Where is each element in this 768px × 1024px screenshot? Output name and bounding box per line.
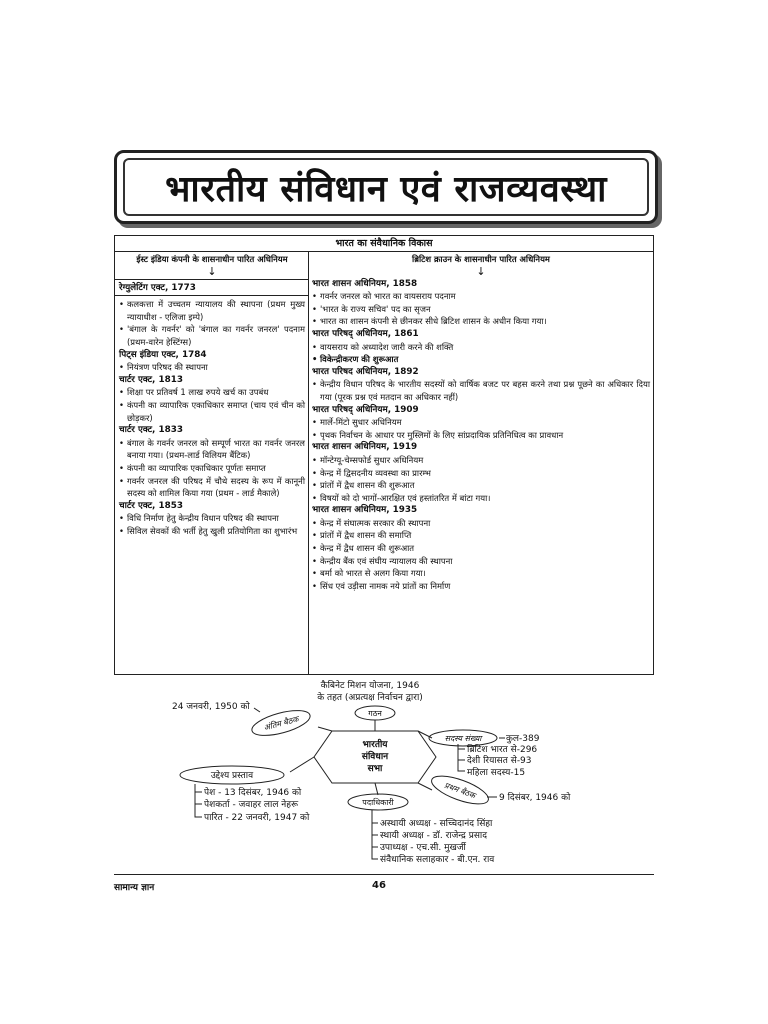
list-item: • शिक्षा पर प्रतिवर्ष 1 लाख रुपये खर्च का उपबंध xyxy=(119,386,305,399)
list-item: • बर्मा को भारत से अलग किया गया। xyxy=(312,567,650,580)
table-header: भारत का संवैधानिक विकास xyxy=(115,236,653,252)
officials-item: संवैधानिक सलाहकार - बी.एन. राव xyxy=(380,855,495,865)
list-item: • 'बंगाल के गवर्नर' को 'बंगाल का गवर्नर जनरल' पदनाम (प्रथम-वारेन हेस्टिंग्स) xyxy=(119,323,305,348)
members-total: कुल-389 xyxy=(506,734,540,744)
officials-label: पदाधिकारी xyxy=(362,798,394,807)
act-title: भारत शासन अधिनियम, 1919 xyxy=(312,442,418,453)
act-title: भारत शासन अधिनियम, 1858 xyxy=(312,278,418,289)
act-title: भारत परिषद अधिनियम, 1892 xyxy=(312,366,419,377)
members-label: सदस्य संख्या xyxy=(444,734,482,743)
list-item: • प्रांतों में द्वैध शासन की शुरूआत xyxy=(312,479,650,492)
list-item: • नियंत्रण परिषद की स्थापना xyxy=(119,361,305,374)
list-item: • वायसराय को अध्यादेश जारी करने की शक्ति xyxy=(312,341,650,354)
list-item: • गवर्नर जनरल को भारत का वायसराय पदनाम xyxy=(312,290,650,303)
act-title: पिट्स इंडिया एक्ट, 1784 xyxy=(119,349,207,360)
formation-line2: के तहत (अप्रत्यक्ष निर्वाचन द्वारा) xyxy=(317,693,423,703)
list-item: • प्रांतों में द्वैध शासन की समाप्ति xyxy=(312,529,650,542)
objective-item: पेशकर्ता - जवाहर लाल नेहरू xyxy=(204,800,299,810)
act-title: चार्टर एक्ट, 1833 xyxy=(119,425,183,436)
diagram-center-line: भारतीय xyxy=(362,740,388,750)
formation-label: गठन xyxy=(368,709,382,718)
first-meeting-label: प्रथम बैठक xyxy=(443,780,477,801)
down-arrow-icon: ↓ xyxy=(207,264,217,278)
members-item: ब्रिटिश भारत से-296 xyxy=(467,745,538,755)
list-item: • मॉन्टेग्यू-चेम्सफोर्ड सुधार अधिनियम xyxy=(312,454,650,467)
footer-subject: सामान्य ज्ञान xyxy=(114,883,155,893)
list-item: • कलकत्ता में उच्चतम न्यायालय की स्थापना (प्रथम मुख्य न्यायाधीश - एलिजा इम्पे) xyxy=(119,298,305,323)
objective-item: पेश - 13 दिसंबर, 1946 को xyxy=(204,788,302,798)
page-title: भारतीय संविधान एवं राजव्यवस्था xyxy=(165,168,607,210)
list-item: • विषयों को दो भागों-आरक्षित एवं हस्तांतरित में बांटा गया। xyxy=(312,492,650,505)
members-item: महिला सदस्य-15 xyxy=(467,768,526,778)
last-meeting-label: अंतिम बैठक xyxy=(262,714,300,733)
last-meeting-date: 24 जनवरी, 1950 को xyxy=(172,702,250,712)
right-column-heading: ब्रिटिश क्राउन के शासनाधीन पारित अधिनियम xyxy=(412,254,550,264)
act-title: भारत परिषद् अधिनियम, 1909 xyxy=(312,404,419,415)
formation-line1: कैबिनेट मिशन योजना, 1946 xyxy=(320,681,420,691)
members-item: देशी रियासत से-93 xyxy=(467,756,532,766)
act-title: चार्टर एक्ट, 1813 xyxy=(119,374,183,385)
list-item: • मार्ले-मिंटो सुधार अधिनियम xyxy=(312,416,650,429)
officials-item: उपाध्यक्ष - एच.सी. मुखर्जी xyxy=(380,843,466,853)
list-item: • केन्द्र में संघात्मक सरकार की स्थापना xyxy=(312,517,650,530)
objective-label: उद्देश्य प्रस्ताव xyxy=(210,771,254,781)
list-item: • विधि निर्माण हेतु केन्द्रीय विधान परिषद की स्थापना xyxy=(119,512,305,525)
list-item: • केन्द्रीय विधान परिषद के भारतीय सदस्यों को वार्षिक बजट पर बहस करने तथा प्रश्न पूछने का अधिकार दिया गया (पूरक प्रश्न एवं मतदान का अधिकार नहीं) xyxy=(312,378,650,403)
officials-item: स्थायी अध्यक्ष - डॉ. राजेन्द्र प्रसाद xyxy=(380,831,488,841)
act-title: चार्टर एक्ट, 1853 xyxy=(119,500,183,511)
act-title: भारत शासन अधिनियम, 1935 xyxy=(312,505,418,516)
list-item: • कंपनी का व्यापारिक एकाधिकार समाप्त (चाय एवं चीन को छोड़कर) xyxy=(119,399,305,424)
footer-rule xyxy=(114,874,654,875)
list-item: • सिंध एवं उड़ीसा नामक नये प्रांतों का निर्माण xyxy=(312,580,650,593)
first-meeting-date: 9 दिसंबर, 1946 को xyxy=(499,793,571,803)
down-arrow-icon: ↓ xyxy=(476,264,486,278)
left-column-heading: ईस्ट इंडिया कंपनी के शासनाधीन पारित अधिनियम xyxy=(136,254,288,264)
list-item: • विकेन्द्रीकरण की शुरूआत xyxy=(312,353,650,366)
act-title: रेग्युलेटिंग एक्ट, 1773 xyxy=(119,282,196,293)
diagram-center-line: सभा xyxy=(367,764,383,774)
objective-item: पारित - 22 जनवरी, 1947 को xyxy=(204,813,310,823)
list-item: • सिविल सेवकों की भर्ती हेतु खुली प्रतियोगिता का शुभारंभ xyxy=(119,525,305,538)
page-number: 46 xyxy=(372,880,386,891)
list-item: • कंपनी का व्यापारिक एकाधिकार पूर्णतः समाप्त xyxy=(119,462,305,475)
list-item: • भारत का शासन कंपनी से छीनकर सीधे ब्रिटिश शासन के अधीन किया गया। xyxy=(312,315,650,328)
act-title: भारत परिषद् अधिनियम, 1861 xyxy=(312,328,419,339)
diagram-center-line: संविधान xyxy=(361,752,389,762)
list-item: • केन्द्र में द्विसदनीय व्यवस्था का प्रारम्भ xyxy=(312,467,650,480)
list-item: • केन्द्रीय बैंक एवं संघीय न्यायालय की स्थापना xyxy=(312,555,650,568)
list-item: • 'भारत के राज्य सचिव' पद का सृजन xyxy=(312,303,650,316)
list-item: • केन्द्र में द्वैध शासन की शुरूआत xyxy=(312,542,650,555)
list-item: • बंगाल के गवर्नर जनरल को सम्पूर्ण भारत का गवर्नर जनरल बनाया गया। (प्रथम-लार्ड विलियम बैंटिक) xyxy=(119,437,305,462)
officials-item: अस्थायी अध्यक्ष - सच्चिदानंद सिंहा xyxy=(380,819,493,829)
list-item: • पृथक निर्वाचन के आधार पर मुस्लिमों के लिए सांप्रदायिक प्रतिनिधित्व का प्रावधान xyxy=(312,429,650,442)
list-item: • गवर्नर जनरल की परिषद में चौथे सदस्य के रूप में कानूनी सदस्य को शामिल किया गया (प्रथम - लार्ड मैकाले) xyxy=(119,475,305,500)
